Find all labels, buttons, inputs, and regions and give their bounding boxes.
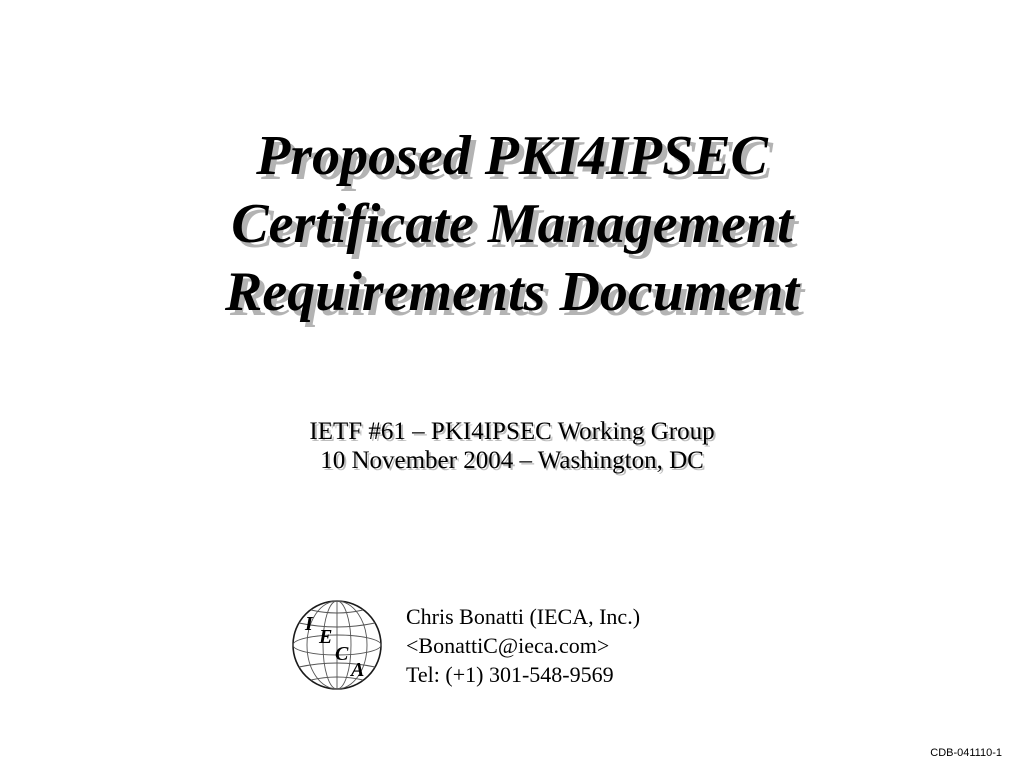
title-line-3: Requirements Document — [224, 261, 800, 323]
subtitle-line-2: 10 November 2004 – Washington, DC — [320, 447, 704, 474]
title-line-1: Proposed PKI4IPSEC — [256, 125, 768, 187]
subtitle-line-1: IETF #61 – PKI4IPSEC Working Group — [309, 418, 715, 445]
contact-block — [406, 602, 640, 689]
logo-letter-c: C — [335, 643, 349, 665]
slide-subtitle — [0, 417, 1024, 475]
contact-name: Chris Bonatti (IECA, Inc.) — [406, 604, 641, 629]
logo-letter-i: I — [305, 613, 313, 635]
title-line-2: Certificate Management — [231, 193, 793, 255]
ieca-globe-logo-icon — [291, 598, 383, 692]
contact-phone: Tel: (+1) 301-548-9569 — [406, 662, 614, 687]
logo-letter-e: E — [319, 626, 333, 648]
contact-email: <BonattiC@ieca.com> — [406, 633, 610, 658]
slide-title — [0, 122, 1024, 326]
logo-letter-a: A — [351, 659, 365, 681]
slide-footer-code: CDB-041110-1 — [930, 747, 1002, 759]
